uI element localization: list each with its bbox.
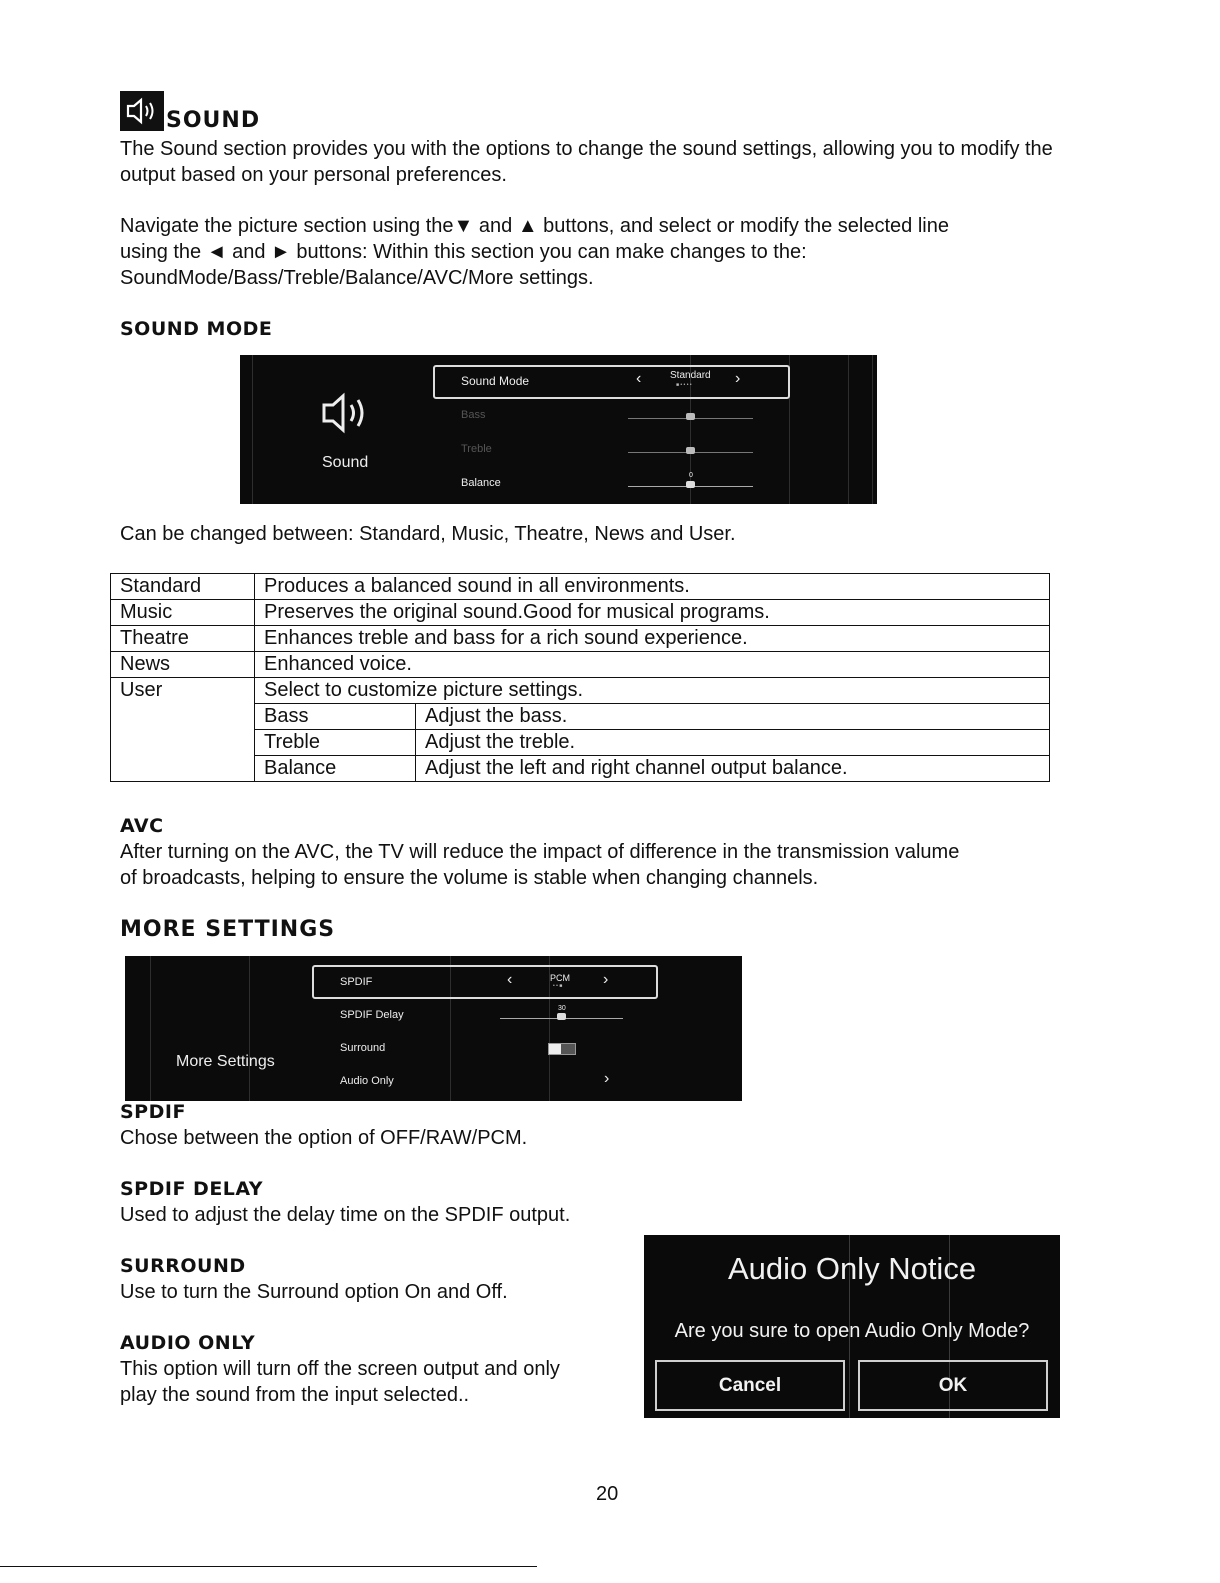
spdif-heading: SPDIF <box>120 1101 186 1123</box>
spdif-dots: • • ■ <box>553 983 563 989</box>
page-number: 20 <box>596 1483 619 1505</box>
chevron-left-icon[interactable]: ‹ <box>636 370 642 387</box>
speaker-icon <box>120 91 164 131</box>
chevron-right-icon[interactable]: › <box>604 1070 610 1087</box>
page-title: SOUND <box>166 108 261 133</box>
table-row <box>111 678 1050 704</box>
mode-name: Theatre <box>111 626 255 652</box>
mode-description: Enhances treble and bass for a rich sound experience. <box>255 626 1050 652</box>
user-setting-description: Adjust the treble. <box>416 730 1050 756</box>
user-setting-name: Balance <box>255 756 416 782</box>
spdif-delay-item-label: SPDIF Delay <box>340 1009 404 1021</box>
mode-name: News <box>111 652 255 678</box>
treble-slider-knob[interactable] <box>686 447 695 454</box>
chevron-right-icon[interactable]: › <box>735 370 741 387</box>
user-setting-description: Adjust the left and right channel output balance. <box>416 756 1050 782</box>
chevron-right-icon[interactable]: › <box>603 971 609 988</box>
chevron-left-icon[interactable]: ‹ <box>507 971 513 988</box>
mode-description: Produces a balanced sound in all environments. <box>255 574 1050 600</box>
spdif-delay-slider-knob[interactable] <box>557 1013 566 1020</box>
navigate-line-1: Navigate the picture section using the▼ and ▲ buttons, and select or modify the selected line <box>120 215 949 237</box>
bass-item-label: Bass <box>461 409 486 421</box>
intro-paragraph: The Sound section provides you with the options to change the sound settings, allowing you to modify the output based on your personal preferences. <box>120 138 1053 186</box>
avc-line-1: After turning on the AVC, the TV will reduce the impact of difference in the transmission valume <box>120 841 960 863</box>
spdif-delay-text: Used to adjust the delay time on the SPDIF output. <box>120 1204 571 1226</box>
navigate-line-3: SoundMode/Bass/Treble/Balance/AVC/More settings. <box>120 267 594 289</box>
table-row <box>111 626 1050 652</box>
surround-text: Use to turn the Surround option On and Off. <box>120 1281 508 1303</box>
audio-only-heading: AUDIO ONLY <box>120 1332 256 1354</box>
more-settings-panel-label: More Settings <box>176 1053 275 1070</box>
mode-description: Select to customize picture settings. <box>255 678 1050 704</box>
avc-heading: AVC <box>120 815 164 837</box>
audio-only-line-2: play the sound from the input selected.. <box>120 1384 470 1406</box>
dialog-message: Are you sure to open Audio Only Mode? <box>674 1320 1030 1342</box>
sound-menu-screenshot <box>240 355 877 504</box>
sound-panel-icon <box>320 391 374 440</box>
spdif-value: PCM <box>550 973 570 983</box>
audio-only-dialog <box>644 1235 1060 1418</box>
table-row <box>111 652 1050 678</box>
table-row <box>111 574 1050 600</box>
dialog-title: Audio Only Notice <box>727 1251 977 1286</box>
user-setting-name: Bass <box>255 704 416 730</box>
sound-mode-item-label: Sound Mode <box>461 374 530 388</box>
user-setting-name: Treble <box>255 730 416 756</box>
sound-mode-table <box>110 573 1050 782</box>
more-settings-screenshot <box>125 956 742 1101</box>
balance-slider-knob[interactable] <box>686 481 695 488</box>
mode-name: User <box>111 678 255 782</box>
audio-only-line-1: This option will turn off the screen output and only <box>120 1358 560 1380</box>
bass-slider-knob[interactable] <box>686 413 695 420</box>
table-row <box>111 600 1050 626</box>
user-setting-description: Adjust the bass. <box>416 704 1050 730</box>
treble-item-label: Treble <box>461 443 492 455</box>
spdif-item-label: SPDIF <box>340 976 373 988</box>
balance-value: 0 <box>689 472 693 479</box>
more-settings-heading: MORE SETTINGS <box>120 917 336 942</box>
sound-panel-label: Sound <box>322 454 369 471</box>
avc-line-2: of broadcasts, helping to ensure the volume is stable when changing channels. <box>120 867 819 889</box>
surround-heading: SURROUND <box>120 1255 246 1277</box>
audio-only-item-label: Audio Only <box>340 1075 394 1087</box>
sound-mode-value: Standard <box>670 370 711 381</box>
surround-toggle[interactable] <box>548 1043 576 1055</box>
footer-rule <box>0 1566 537 1567</box>
spdif-text: Chose between the option of OFF/RAW/PCM. <box>120 1127 528 1149</box>
ok-button[interactable]: OK <box>858 1360 1048 1411</box>
spdif-delay-heading: SPDIF DELAY <box>120 1178 264 1200</box>
sound-mode-caption: Can be changed between: Standard, Music, Theatre, News and User. <box>120 523 736 545</box>
sound-mode-heading: SOUND MODE <box>120 318 273 340</box>
mode-name: Music <box>111 600 255 626</box>
mode-description: Preserves the original sound.Good for musical programs. <box>255 600 1050 626</box>
surround-item-label: Surround <box>340 1042 386 1054</box>
cancel-button[interactable]: Cancel <box>655 1360 845 1411</box>
mode-description: Enhanced voice. <box>255 652 1050 678</box>
navigate-line-2: using the ◄ and ► buttons: Within this section you can make changes to the: <box>120 241 807 263</box>
sound-mode-dots: ■ • • • • <box>676 382 692 388</box>
mode-name: Standard <box>111 574 255 600</box>
balance-item-label: Balance <box>461 477 501 489</box>
spdif-delay-value: 30 <box>558 1005 566 1012</box>
